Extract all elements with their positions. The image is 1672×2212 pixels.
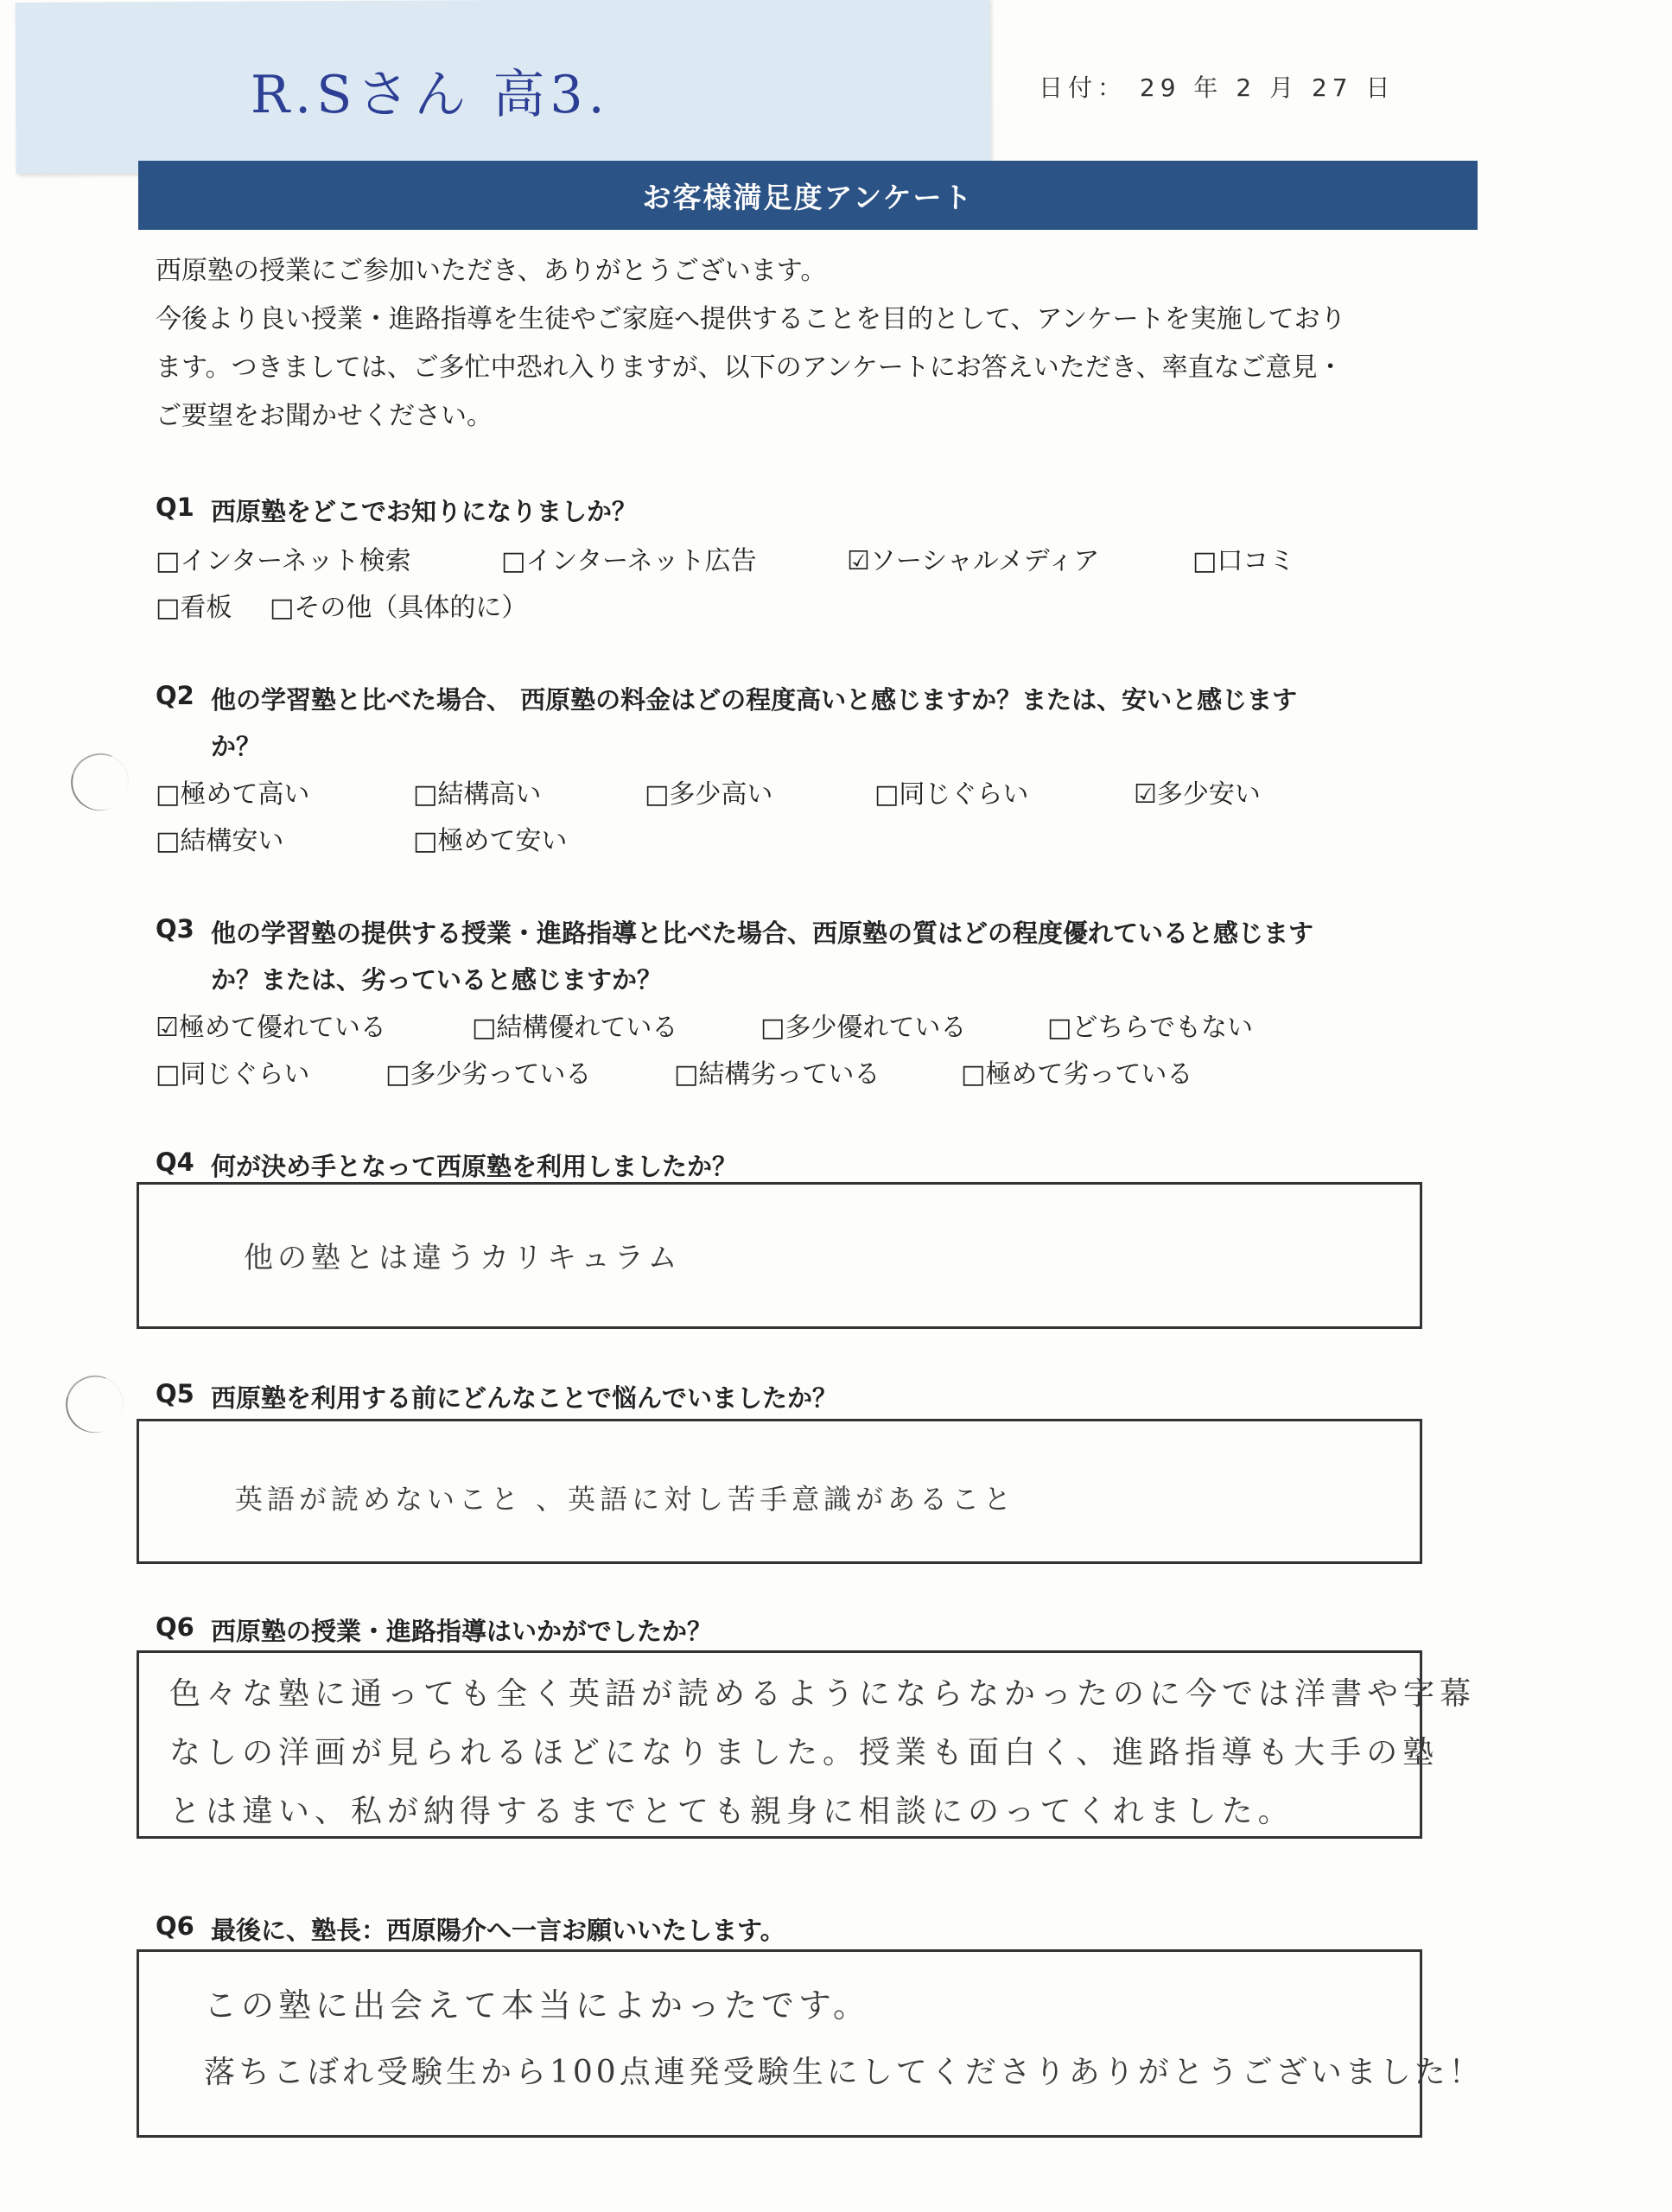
q2-question: 他の学習塾と比べた場合、 西原塾の料金はどの程度高いと感じますか？または、安いと感じます — [211, 685, 1298, 715]
q1-label: Q1 — [156, 493, 194, 522]
survey-date: 日付： 29 年 2 月 27 日 — [1039, 73, 1395, 102]
q2-question-cont: か？ — [211, 732, 262, 761]
q1-question: 西原塾をどこでお知りになりましか？ — [211, 497, 638, 526]
q4-answer: 他の塾とは違うカリキュラム — [244, 1241, 682, 1275]
intro-text — [156, 247, 1478, 441]
q3-option[interactable]: □多少劣っている — [385, 1059, 592, 1090]
q1-option[interactable]: □インターネット広告 — [501, 546, 757, 576]
q6-question: 西原塾の授業・進路指導はいかがでしたか？ — [211, 1617, 713, 1646]
q7-answer-line: 落ちこぼれ受験生から100点連発受験生にしてくださりありがとうございました！ — [204, 2055, 1484, 2090]
q2-option-checked[interactable]: ☑多少安い — [1134, 779, 1261, 810]
q1-option[interactable]: □インターネット検索 — [156, 546, 411, 576]
intro-line: 今後より良い授業・進路指導を生徒やご家庭へ提供することを目的として、アンケートを実施しており — [156, 304, 1346, 334]
q7-answer-line: この塾に出会えて本当によかったです。 — [204, 1986, 870, 2024]
q2-option[interactable]: □同じぐらい — [874, 779, 1029, 810]
q3-option[interactable]: □多少優れている — [760, 1013, 967, 1043]
q6-answer-line: なしの洋画が見られるほどになりました。授業も面白く、進路指導も大手の塾 — [169, 1735, 1440, 1770]
q2-label: Q2 — [156, 681, 194, 710]
q1-option[interactable]: □看板 — [156, 593, 232, 623]
q1-option[interactable]: □口コミ — [1192, 546, 1295, 576]
q3-option[interactable]: □どちらでもない — [1047, 1013, 1254, 1043]
q5-answer: 英語が読めないこと 、英語に対し苦手意識があること — [235, 1483, 1016, 1516]
q3-label: Q3 — [156, 914, 194, 944]
sticky-note-text: R.Sさん 高3. — [251, 65, 610, 125]
q1-option[interactable]: □その他（具体的に） — [270, 593, 528, 623]
q5-label: Q5 — [156, 1379, 194, 1408]
q7-label: Q6 — [156, 1911, 194, 1941]
page-title: お客様満足度アンケート — [642, 180, 974, 214]
q2-option[interactable]: □結構安い — [156, 826, 284, 856]
q2-option[interactable]: □極めて安い — [413, 826, 568, 856]
intro-line: ご要望をお聞かせください。 — [156, 401, 493, 431]
q3-question-cont: か？または、劣っていると感じますか？ — [211, 965, 663, 995]
q2-option[interactable]: □極めて高い — [156, 779, 310, 810]
q6-answer-line: とは違い、私が納得するまでとても親身に相談にのってくれました。 — [169, 1794, 1294, 1829]
q3-option[interactable]: □結構優れている — [472, 1013, 678, 1043]
q3-option[interactable]: □極めて劣っている — [961, 1059, 1193, 1090]
q5-question: 西原塾を利用する前にどんなことで悩んでいましたか？ — [211, 1383, 838, 1413]
q2-option[interactable]: □多少高い — [645, 779, 773, 810]
q3-option-checked[interactable]: ☑極めて優れている — [156, 1013, 386, 1043]
q3-option[interactable]: □同じぐらい — [156, 1059, 310, 1090]
q4-question: 何が決め手となって西原塾を利用しましたか？ — [211, 1152, 738, 1181]
q7-answer-box[interactable] — [137, 1949, 1422, 2138]
q1-option-checked[interactable]: ☑ソーシャルメディア — [847, 546, 1100, 576]
title-banner — [138, 161, 1478, 230]
q2-option[interactable]: □結構高い — [413, 779, 542, 810]
punch-hole-mark — [60, 743, 139, 822]
q4-label: Q4 — [156, 1147, 194, 1177]
intro-line: ます。つきましては、ご多忙中恐れ入りますが、以下のアンケートにお答えいただき、率直なご意見・ — [156, 353, 1344, 383]
punch-hole-mark — [55, 1365, 134, 1444]
q3-option[interactable]: □結構劣っている — [674, 1059, 881, 1090]
intro-line: 西原塾の授業にご参加いただき、ありがとうございます。 — [156, 256, 827, 286]
q6-label: Q6 — [156, 1612, 194, 1642]
q6-answer-line: 色々な塾に通っても全く英語が読めるようにならなかったのに今では洋書や字幕 — [169, 1676, 1477, 1712]
q7-question: 最後に、塾長：西原陽介へ一言お願いいたします。 — [211, 1916, 785, 1945]
q3-question: 他の学習塾の提供する授業・進路指導と比べた場合、西原塾の質はどの程度優れていると感じます — [211, 918, 1314, 948]
